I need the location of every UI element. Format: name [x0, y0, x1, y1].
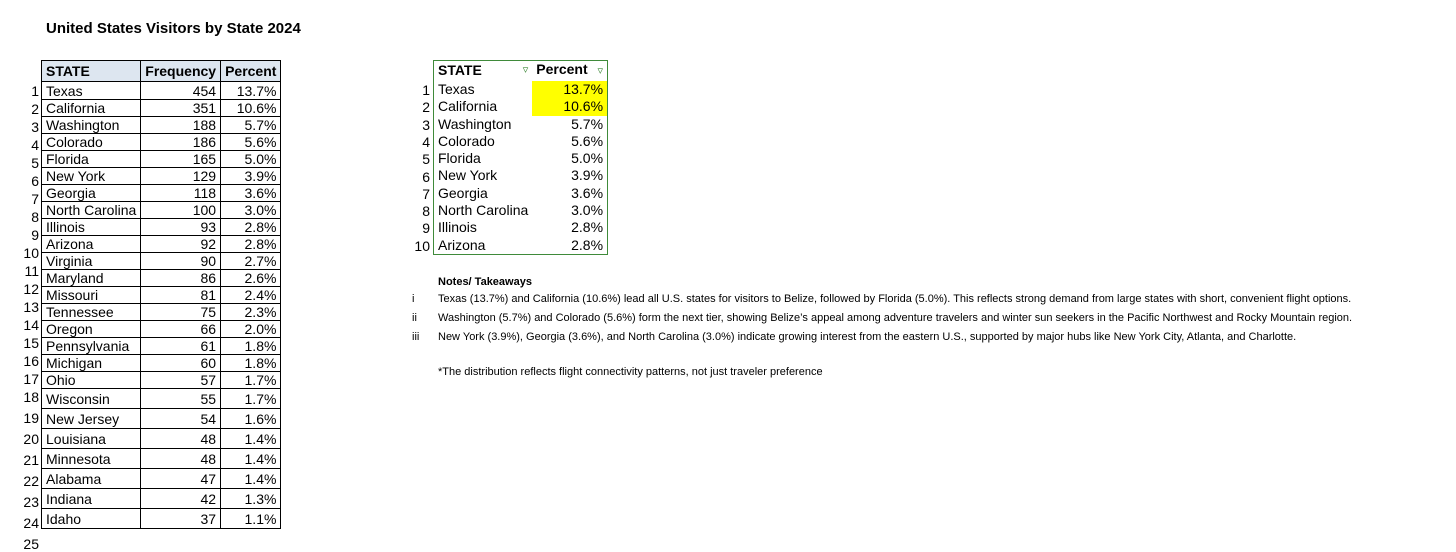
row-number: 21	[23, 452, 39, 468]
percent-cell[interactable]: 1.7%	[221, 389, 281, 409]
percent-cell[interactable]: 3.6%	[221, 185, 281, 202]
table-row	[434, 237, 608, 255]
percent-cell[interactable]: 10.6%	[532, 98, 607, 115]
note-text: Washington (5.7%) and Colorado (5.6%) form the next tier, showing Belize’s appeal among adventure travelers and winter sun seekers in the Pacific Northwest and Rocky Mountain region.	[438, 312, 1353, 324]
state-cell[interactable]: Washington	[42, 117, 141, 134]
table-row	[42, 202, 281, 219]
note-item	[412, 328, 1352, 347]
header-percent[interactable]	[532, 61, 607, 82]
table-row	[42, 82, 281, 100]
row-number: 20	[23, 431, 39, 447]
state-cell[interactable]: Georgia	[42, 185, 141, 202]
note-text: Texas (13.7%) and California (10.6%) lead all U.S. states for visitors to Belize, followed by Florida (5.0%). This reflects strong demand from large states with short, convenient flight options.	[438, 293, 1352, 305]
percent-cell[interactable]: 2.8%	[221, 236, 281, 253]
footnote: *The distribution reflects flight connectivity patterns, not just traveler preference	[438, 366, 823, 378]
percent-cell[interactable]: 2.4%	[221, 287, 281, 304]
frequency-cell[interactable]: 129	[141, 168, 221, 185]
table-row	[434, 219, 608, 236]
row-number: 3	[422, 116, 430, 133]
percent-cell[interactable]: 5.0%	[221, 151, 281, 168]
table-row	[434, 167, 608, 184]
row-number: 8	[422, 203, 430, 220]
frequency-cell[interactable]: 48	[141, 429, 221, 449]
state-cell[interactable]: Wisconsin	[42, 389, 141, 409]
state-cell[interactable]: Florida	[42, 151, 141, 168]
note-marker: iii	[412, 331, 420, 343]
row-number: 1	[422, 82, 430, 98]
percent-cell[interactable]: 2.7%	[221, 253, 281, 270]
table-row	[42, 168, 281, 185]
row-number: 24	[23, 515, 39, 531]
frequency-cell[interactable]: 60	[141, 355, 221, 372]
percent-cell[interactable]: 1.4%	[221, 429, 281, 449]
header-frequency[interactable]: Frequency	[141, 61, 221, 82]
header-state[interactable]	[434, 61, 533, 82]
frequency-cell[interactable]: 57	[141, 372, 221, 389]
row-number: 8	[31, 209, 39, 225]
table-row	[42, 100, 281, 117]
table-row	[42, 489, 281, 509]
note-text: New York (3.9%), Georgia (3.6%), and North Carolina (3.0%) indicate growing interest from the eastern U.S., supported by major hubs like New York City, Atlanta, and Charlotte.	[438, 331, 1297, 343]
table-row	[42, 338, 281, 355]
header-state-label: STATE	[438, 62, 482, 79]
row-number: 10	[23, 245, 39, 261]
state-cell[interactable]: Missouri	[42, 287, 141, 304]
frequency-cell[interactable]: 100	[141, 202, 221, 219]
percent-cell[interactable]: 2.8%	[221, 219, 281, 236]
row-number: 15	[23, 335, 39, 351]
percent-cell[interactable]: 2.3%	[221, 304, 281, 321]
state-cell[interactable]: Michigan	[42, 355, 141, 372]
table-row	[42, 509, 281, 529]
frequency-cell[interactable]: 86	[141, 270, 221, 287]
frequency-cell[interactable]: 48	[141, 449, 221, 469]
table-row	[42, 236, 281, 253]
table-row	[42, 355, 281, 372]
table-row	[42, 409, 281, 429]
table-row	[42, 134, 281, 151]
notes-list	[412, 290, 1352, 347]
row-number: 9	[422, 220, 430, 237]
table-row	[434, 202, 608, 219]
state-frequency-table	[41, 60, 281, 529]
percent-cell[interactable]: 5.6%	[571, 132, 604, 149]
row-number: 14	[23, 317, 39, 333]
row-number: 6	[31, 173, 39, 189]
row-number: 1	[31, 83, 39, 99]
frequency-cell[interactable]: 81	[141, 287, 221, 304]
state-cell[interactable]: Pennsylvania	[42, 338, 141, 355]
row-number: 4	[422, 133, 430, 150]
percent-cell[interactable]: 5.0%	[571, 150, 604, 167]
state-cell[interactable]: Minnesota	[42, 449, 141, 469]
state-cell[interactable]: Idaho	[42, 509, 141, 529]
row-number: 18	[23, 389, 39, 405]
row-number: 2	[31, 101, 39, 117]
table-row	[42, 185, 281, 202]
row-number: 5	[422, 151, 430, 168]
row-number: 3	[31, 119, 39, 135]
state-cell[interactable]: Ohio	[42, 372, 141, 389]
row-number: 7	[422, 185, 430, 202]
row-number: 17	[23, 371, 39, 387]
percent-cell[interactable]: 2.8%	[571, 219, 604, 236]
state-cell[interactable]: Texas	[42, 82, 141, 100]
page-title: United States Visitors by State 2024	[46, 20, 301, 37]
frequency-cell[interactable]: 61	[141, 338, 221, 355]
percent-cell[interactable]: 1.1%	[221, 509, 281, 529]
frequency-cell[interactable]: 118	[141, 185, 221, 202]
percent-cell[interactable]: 10.6%	[221, 100, 281, 117]
state-cell[interactable]: New York	[438, 167, 498, 184]
table-header-row	[434, 61, 608, 82]
notes-section	[412, 274, 1352, 380]
state-cell[interactable]: Arizona	[438, 236, 486, 253]
state-cell[interactable]: Oregon	[42, 321, 141, 338]
table-row	[42, 117, 281, 134]
note-marker: ii	[412, 312, 417, 324]
note-item	[412, 290, 1352, 309]
percent-cell[interactable]: 1.8%	[221, 355, 281, 372]
table-row	[42, 151, 281, 168]
percent-cell[interactable]: 3.6%	[571, 184, 604, 201]
row-number: 9	[31, 227, 39, 243]
frequency-cell[interactable]: 454	[141, 82, 221, 100]
table-row	[42, 372, 281, 389]
table-row	[42, 270, 281, 287]
filter-icon[interactable]: ▿︎	[522, 64, 529, 77]
row-number: 5	[31, 155, 39, 171]
percent-cell[interactable]: 5.7%	[221, 117, 281, 134]
table-row	[42, 449, 281, 469]
frequency-cell[interactable]: 66	[141, 321, 221, 338]
frequency-cell[interactable]: 47	[141, 469, 221, 489]
percent-cell[interactable]: 5.6%	[221, 134, 281, 151]
percent-cell[interactable]: 3.9%	[571, 167, 604, 184]
state-cell[interactable]: Alabama	[42, 469, 141, 489]
row-number: 2	[422, 99, 430, 116]
notes-title: Notes/ Takeaways	[438, 276, 532, 288]
row-number: 22	[23, 473, 39, 489]
row-number: 7	[31, 191, 39, 207]
frequency-cell[interactable]: 186	[141, 134, 221, 151]
percent-cell[interactable]: 1.7%	[221, 372, 281, 389]
state-cell[interactable]: North Carolina	[438, 202, 529, 219]
table-row	[42, 389, 281, 409]
state-cell[interactable]: Virginia	[42, 253, 141, 270]
state-cell[interactable]: New York	[42, 168, 141, 185]
table-row	[434, 150, 608, 167]
row-number: 6	[422, 168, 430, 185]
table-row	[42, 287, 281, 304]
state-cell[interactable]: California	[438, 98, 498, 115]
percent-cell[interactable]: 3.0%	[571, 202, 604, 219]
state-cell[interactable]: North Carolina	[42, 202, 141, 219]
percent-cell[interactable]: 1.3%	[221, 489, 281, 509]
row-number: 23	[23, 494, 39, 510]
row-number: 13	[23, 299, 39, 315]
frequency-cell[interactable]: 351	[141, 100, 221, 117]
header-state[interactable]: STATE	[42, 61, 141, 82]
table-row	[42, 321, 281, 338]
percent-cell[interactable]: 3.0%	[221, 202, 281, 219]
percent-cell[interactable]: 1.6%	[221, 409, 281, 429]
percent-cell[interactable]: 2.0%	[221, 321, 281, 338]
frequency-cell[interactable]: 37	[141, 509, 221, 529]
row-number: 4	[31, 137, 39, 153]
row-number: 10	[414, 237, 430, 254]
table-row	[42, 429, 281, 449]
table-header-row	[42, 61, 281, 82]
percent-cell[interactable]: 2.8%	[571, 236, 604, 253]
state-cell[interactable]: Washington	[438, 115, 512, 132]
state-cell[interactable]: Indiana	[42, 489, 141, 509]
percent-cell[interactable]: 1.4%	[221, 449, 281, 469]
state-cell[interactable]: New Jersey	[42, 409, 141, 429]
percent-cell[interactable]: 13.7%	[532, 81, 607, 98]
table-row	[434, 133, 608, 150]
frequency-cell[interactable]: 90	[141, 253, 221, 270]
state-cell[interactable]: California	[42, 100, 141, 117]
table-row	[434, 116, 608, 133]
percent-cell[interactable]: 13.7%	[221, 82, 281, 100]
frequency-cell[interactable]: 92	[141, 236, 221, 253]
state-cell[interactable]: Georgia	[438, 184, 488, 201]
table-row	[42, 253, 281, 270]
state-cell[interactable]: Illinois	[42, 219, 141, 236]
frequency-cell[interactable]: 188	[141, 117, 221, 134]
state-cell[interactable]: Tennessee	[42, 304, 141, 321]
table-row	[434, 185, 608, 202]
top-states-filtered-table	[433, 60, 608, 255]
frequency-cell[interactable]: 55	[141, 389, 221, 409]
state-cell[interactable]: Maryland	[42, 270, 141, 287]
state-cell[interactable]: Colorado	[42, 134, 141, 151]
row-number: 12	[23, 281, 39, 297]
table-row	[42, 219, 281, 236]
state-cell[interactable]: Illinois	[438, 219, 477, 236]
frequency-cell[interactable]: 93	[141, 219, 221, 236]
state-cell[interactable]: Colorado	[438, 132, 495, 149]
percent-cell[interactable]: 3.9%	[221, 168, 281, 185]
note-item	[412, 309, 1352, 328]
table-row	[42, 304, 281, 321]
percent-cell[interactable]: 2.6%	[221, 270, 281, 287]
percent-cell[interactable]: 5.7%	[571, 115, 604, 132]
table-row	[434, 98, 608, 115]
table-row	[42, 469, 281, 489]
table-row	[434, 81, 608, 98]
header-percent-label: Percent	[536, 61, 588, 78]
state-cell[interactable]: Louisiana	[42, 429, 141, 449]
row-number: 11	[24, 263, 39, 279]
row-number: 25	[23, 536, 39, 552]
state-cell[interactable]: Florida	[438, 150, 481, 167]
frequency-cell[interactable]: 75	[141, 304, 221, 321]
row-number: 16	[23, 353, 39, 369]
state-cell[interactable]: Arizona	[42, 236, 141, 253]
filter-icon[interactable]: ▿︎	[597, 65, 604, 78]
frequency-cell[interactable]: 54	[141, 409, 221, 429]
note-marker: i	[412, 293, 415, 305]
percent-cell[interactable]: 1.4%	[221, 469, 281, 489]
state-cell[interactable]: Texas	[438, 81, 475, 97]
frequency-cell[interactable]: 165	[141, 151, 221, 168]
row-number: 19	[23, 410, 39, 426]
header-percent[interactable]: Percent	[221, 61, 281, 82]
frequency-cell[interactable]: 42	[141, 489, 221, 509]
percent-cell[interactable]: 1.8%	[221, 338, 281, 355]
